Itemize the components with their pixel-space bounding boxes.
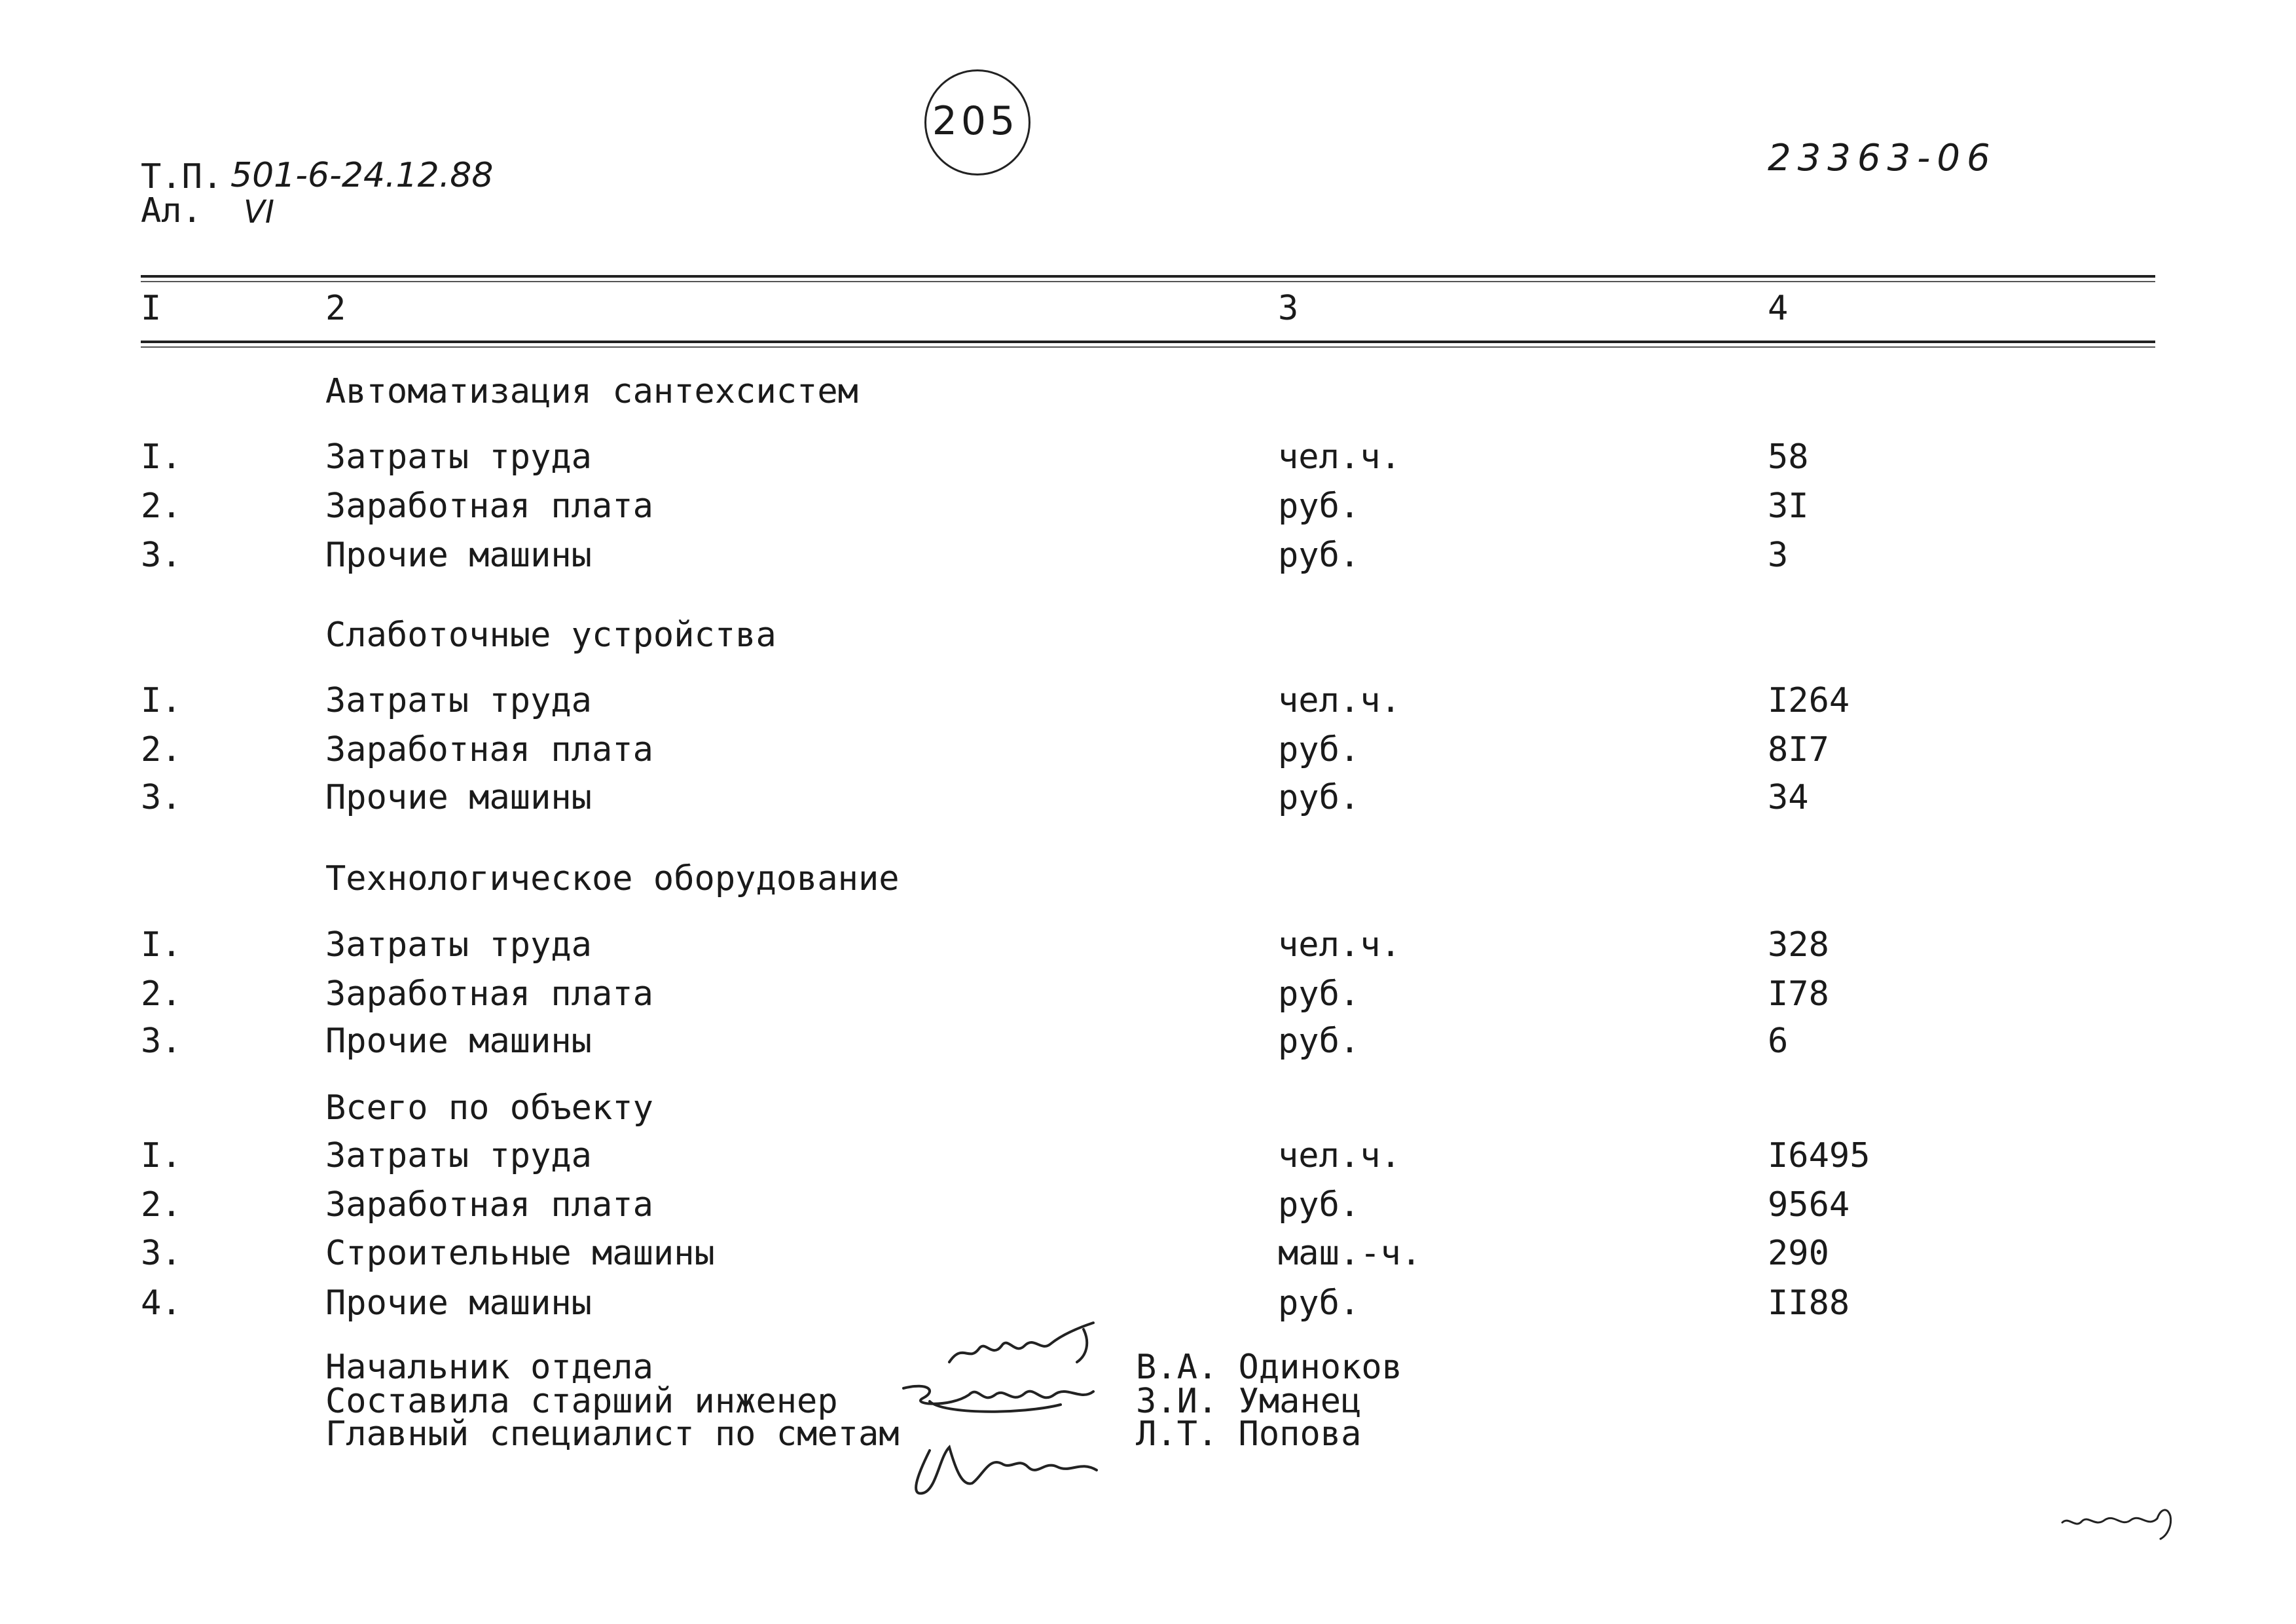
signature-scribble-engineer xyxy=(890,1369,1113,1421)
header-rule-bottom xyxy=(141,341,2155,343)
row-unit: руб. xyxy=(1278,974,1360,1014)
row-value: II88 xyxy=(1768,1283,1850,1323)
row-name: Прочие машины xyxy=(325,778,592,817)
row-number: 4. xyxy=(141,1283,182,1323)
row-number: I. xyxy=(141,437,182,477)
row-value: I6495 xyxy=(1768,1136,1870,1175)
row-name: Заработная плата xyxy=(325,1185,653,1225)
row-name: Прочие машины xyxy=(325,1022,592,1061)
header-rule-top xyxy=(141,275,2155,278)
row-value: 9564 xyxy=(1768,1185,1850,1225)
row-unit: маш.-ч. xyxy=(1278,1234,1422,1273)
signature-scribble-specialist xyxy=(903,1431,1120,1503)
section-title: Технологическое оборудование xyxy=(325,859,900,898)
row-unit: руб. xyxy=(1278,1022,1360,1061)
row-value: 58 xyxy=(1768,437,1809,477)
row-value: 34 xyxy=(1768,778,1809,817)
row-number: 2. xyxy=(141,974,182,1014)
row-unit: руб. xyxy=(1278,1283,1360,1323)
document-number: 23363-06 xyxy=(1768,137,1997,179)
header-rule-top-2 xyxy=(141,281,2155,282)
signature-name: З.И. Уманец xyxy=(1136,1382,1362,1421)
row-name: Прочие машины xyxy=(325,536,592,575)
corner-initials-scribble xyxy=(2056,1496,2180,1549)
signature-position: Начальник отдела xyxy=(325,1348,653,1387)
project-prefix: Т.П. xyxy=(141,157,223,196)
header-rule-bottom-2 xyxy=(141,346,2155,348)
row-unit: руб. xyxy=(1278,1185,1360,1225)
row-name: Заработная плата xyxy=(325,487,653,526)
row-name: Заработная плата xyxy=(325,974,653,1014)
row-name: Затраты труда xyxy=(325,925,592,965)
column-header-1: I xyxy=(141,289,162,328)
row-number: 3. xyxy=(141,536,182,575)
column-header-2: 2 xyxy=(325,289,346,328)
row-number: 3. xyxy=(141,1234,182,1273)
column-header-4: 4 xyxy=(1768,289,1789,328)
row-value: 290 xyxy=(1768,1234,1829,1273)
row-value: 328 xyxy=(1768,925,1829,965)
signature-position: Главный специалист по сметам xyxy=(325,1414,900,1454)
signature-position: Составила старший инженер xyxy=(325,1382,838,1421)
row-unit: чел.ч. xyxy=(1278,681,1401,720)
album-number: VI xyxy=(244,194,274,231)
row-unit: чел.ч. xyxy=(1278,925,1401,965)
row-unit: чел.ч. xyxy=(1278,437,1401,477)
row-name: Прочие машины xyxy=(325,1283,592,1323)
row-name: Заработная плата xyxy=(325,730,653,769)
row-name: Затраты труда xyxy=(325,1136,592,1175)
row-number: 3. xyxy=(141,1022,182,1061)
row-number: I. xyxy=(141,681,182,720)
row-name: Затраты труда xyxy=(325,681,592,720)
album-prefix: Ал. xyxy=(141,191,202,231)
signature-name: Л.Т. Попова xyxy=(1136,1414,1362,1454)
row-name: Затраты труда xyxy=(325,437,592,477)
row-number: 2. xyxy=(141,487,182,526)
row-unit: чел.ч. xyxy=(1278,1136,1401,1175)
row-unit: руб. xyxy=(1278,730,1360,769)
row-number: I. xyxy=(141,925,182,965)
row-unit: руб. xyxy=(1278,487,1360,526)
row-value: I78 xyxy=(1768,974,1829,1014)
row-value: I264 xyxy=(1768,681,1850,720)
column-header-3: 3 xyxy=(1278,289,1299,328)
row-value: 3 xyxy=(1768,536,1789,575)
section-title: Слаботочные устройства xyxy=(325,616,776,655)
project-code: 501-6-24.12.88 xyxy=(230,156,494,195)
row-unit: руб. xyxy=(1278,778,1360,817)
row-value: 8I7 xyxy=(1768,730,1829,769)
row-name: Строительные машины xyxy=(325,1234,715,1273)
section-title: Автоматизация сантехсистем xyxy=(325,372,858,411)
signature-name: В.А. Одиноков xyxy=(1136,1348,1402,1387)
row-unit: руб. xyxy=(1278,536,1360,575)
row-number: 2. xyxy=(141,1185,182,1225)
row-value: 3I xyxy=(1768,487,1809,526)
row-value: 6 xyxy=(1768,1022,1789,1061)
page-number: 205 xyxy=(932,98,1019,144)
row-number: I. xyxy=(141,1136,182,1175)
row-number: 3. xyxy=(141,778,182,817)
section-title: Всего по объекту xyxy=(325,1088,653,1128)
row-number: 2. xyxy=(141,730,182,769)
